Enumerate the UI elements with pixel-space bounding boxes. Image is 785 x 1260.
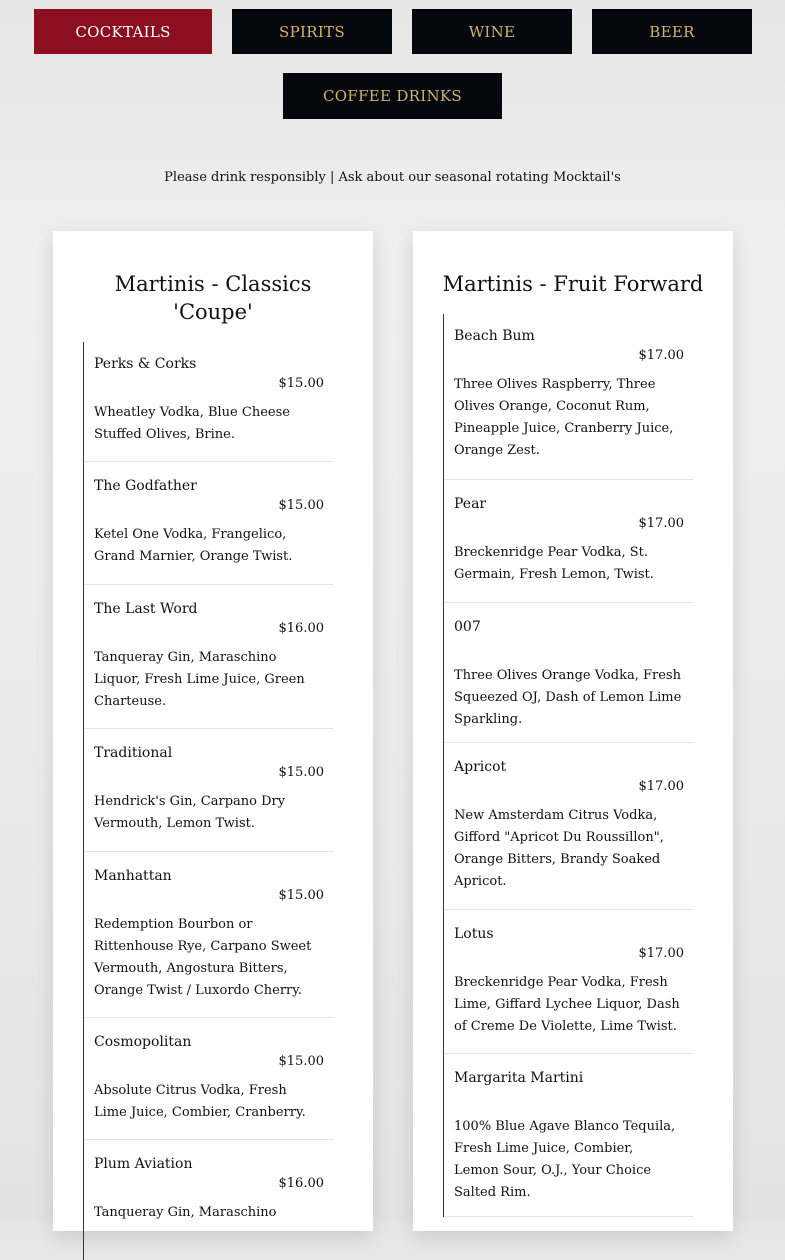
menu-item [444,910,694,1054]
item-price: $16.00 [278,621,324,636]
item-name: Lotus [454,926,494,942]
item-description: Tanqueray Gin, Maraschino Liquor, Fresh Lime Juice, Green Charteuse. [94,650,305,709]
menu-item [84,1140,334,1260]
menu-item [444,603,694,743]
tab-coffee-drinks[interactable]: COFFEE DRINKS [283,73,502,119]
item-price: $15.00 [278,498,324,513]
item-name: Perks & Corks [94,356,197,372]
menu-card-fruit-forward [413,231,733,1231]
tab-spirits[interactable]: SPIRITS [232,9,392,54]
menu-item [84,729,334,852]
item-description: Three Olives Raspberry, Three Olives Orange, Coconut Rum, Pineapple Juice, Cranberry Juice, Orange Zest. [454,377,674,458]
item-price [454,637,694,657]
item-description: Redemption Bourbon or Rittenhouse Rye, Carpano Sweet Vermouth, Angostura Bitters, Orange Twist / Luxordo Cherry. [94,917,312,998]
item-name: Beach Bum [454,328,535,344]
item-price: $17.00 [638,946,684,961]
item-price [454,1088,694,1108]
menu-item [444,314,694,480]
menu-item [444,743,694,910]
menu-item [84,342,334,462]
menu-card-title: Martinis - Fruit Forward [442,272,704,296]
item-description: Ketel One Vodka, Frangelico, Grand Marnier, Orange Twist. [94,527,293,564]
item-name: The Godfather [94,478,197,494]
item-description: Wheatley Vodka, Blue Cheese Stuffed Olives, Brine. [94,405,290,442]
item-description: New Amsterdam Citrus Vodka, Gifford "Apricot Du Roussillon", Orange Bitters, Brandy Soaked Apricot. [454,808,664,889]
item-description: Hendrick's Gin, Carpano Dry Vermouth, Lemon Twist. [94,794,286,831]
menu-item [84,1018,334,1140]
item-name: Plum Aviation [94,1156,193,1172]
menu-item-list [443,314,733,1217]
menu-item [444,480,694,603]
item-name: Pear [454,496,487,512]
tab-beer[interactable]: BEER [592,9,752,54]
menu-card-title: Martinis - Classics 'Coupe' [114,272,312,324]
item-description: Breckenridge Pear Vodka, St. Germain, Fresh Lemon, Twist. [454,545,654,582]
item-name: Apricot [454,759,507,775]
responsibility-notice: Please drink responsibly | Ask about our seasonal rotating Mocktail's [164,170,621,185]
item-price: $17.00 [638,516,684,531]
tab-cocktails[interactable]: COCKTAILS [34,9,212,54]
menu-card-classics [53,231,373,1231]
item-description: 100% Blue Agave Blanco Tequila, Fresh Lime Juice, Combier, Lemon Sour, O.J., Your Choice Salted Rim. [454,1119,676,1200]
item-description: Three Olives Orange Vodka, Fresh Squeezed OJ, Dash of Lemon Lime Sparkling. [454,668,682,727]
item-price: $16.00 [278,1176,324,1191]
tab-wine[interactable]: WINE [412,9,572,54]
item-price: $17.00 [638,779,684,794]
item-price: $15.00 [278,1054,324,1069]
menu-item [444,1054,694,1217]
menu-item-list [83,342,373,1260]
item-name: Cosmopolitan [94,1034,192,1050]
item-price: $15.00 [278,888,324,903]
item-description: Absolute Citrus Vodka, Fresh Lime Juice, Combier, Cranberry. [94,1083,306,1120]
menu-item [84,852,334,1018]
item-price: $17.00 [638,348,684,363]
item-name: Margarita Martini [454,1070,584,1086]
item-name: Manhattan [94,868,172,884]
menu-item [84,585,334,729]
item-price: $15.00 [278,376,324,391]
menu-item [84,462,334,585]
item-description: Breckenridge Pear Vodka, Fresh Lime, Giffard Lychee Liquor, Dash of Creme De Violette, Lime Twist. [454,975,680,1034]
item-name: Traditional [94,745,173,761]
item-name: The Last Word [94,601,198,617]
item-price: $15.00 [278,765,324,780]
item-description: Tanqueray Gin, Maraschino [94,1205,277,1220]
item-name: 007 [454,619,481,635]
